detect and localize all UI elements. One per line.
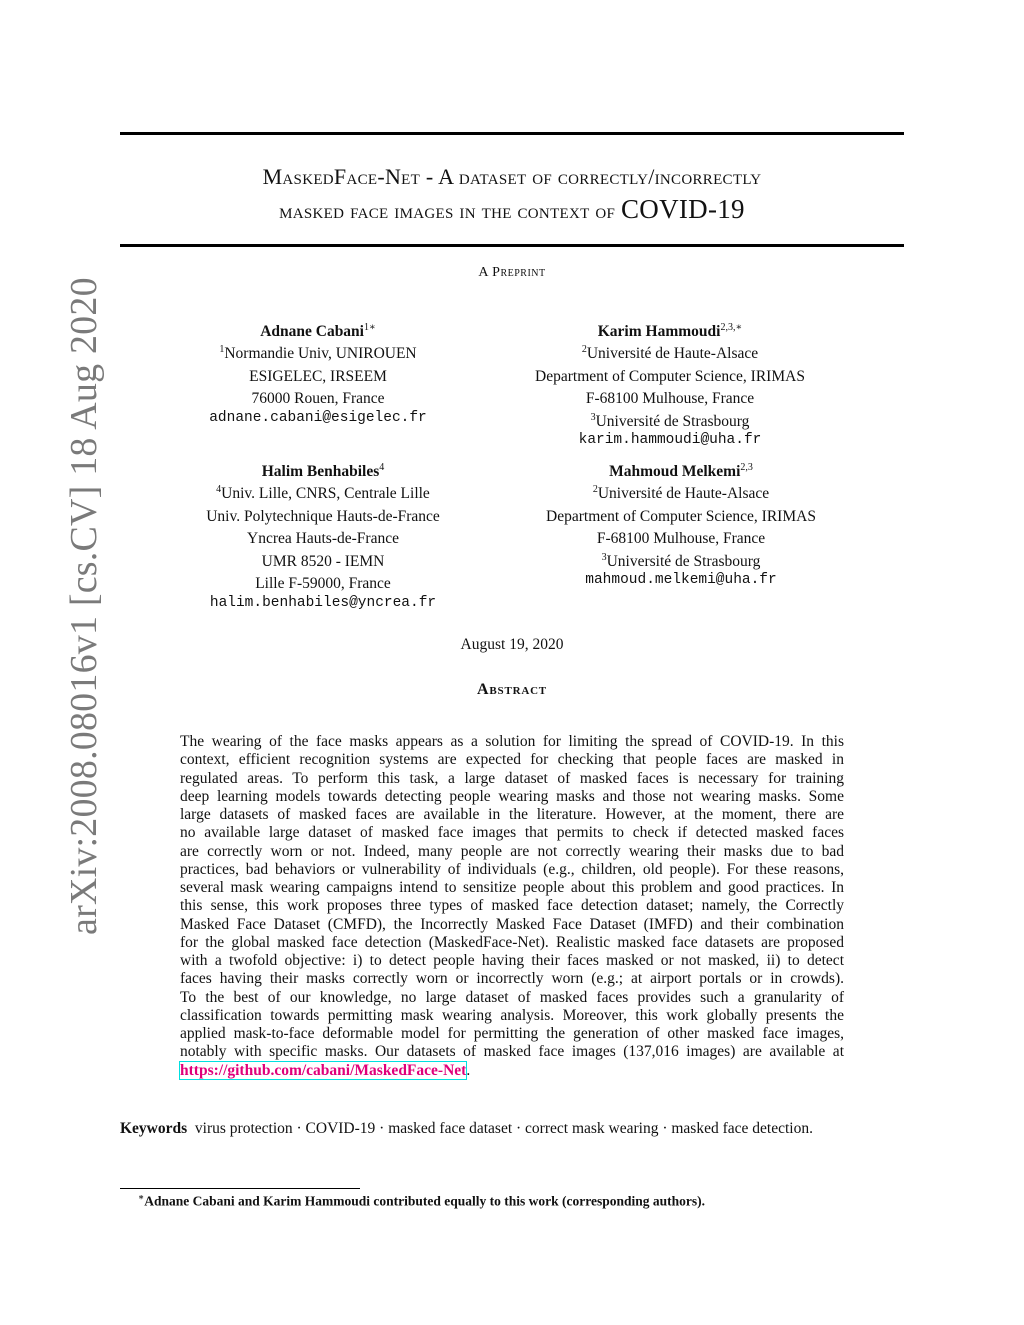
github-link[interactable]: https://github.com/cabani/MaskedFace-Net [180, 1061, 467, 1079]
affiliation-text: Université de Strasbourg [595, 412, 750, 430]
affiliation-text: Université de Strasbourg [606, 552, 761, 570]
affiliation-text: Yncrea Hauts-de-France [247, 530, 399, 548]
affiliation-sup: 3 [601, 551, 607, 563]
author-name [481, 459, 881, 481]
keywords [120, 1120, 813, 1138]
author-email[interactable]: mahmoud.melkemi@uha.fr [585, 572, 777, 589]
abstract-line: faces having their masks correctly worn or incorrectly worn (e.g.; at airport portals or in crowds). [180, 970, 844, 988]
affiliation-text: Université de Haute-Alsace [597, 485, 770, 503]
affiliation-sup: 2 [581, 344, 587, 356]
author-affiliation [470, 341, 870, 363]
abstract [180, 733, 844, 1080]
affiliation-text: F-68100 Mulhouse, France [585, 390, 755, 408]
affiliation-text: Lille F-59000, France [255, 575, 391, 593]
author-affiliation [123, 526, 523, 548]
abstract-line: practices, bad behaviors or vulnerability of individuals (e.g., children, old people). For these reasons, [180, 860, 844, 878]
title-line-2 [120, 193, 904, 227]
author-affiliation [470, 409, 870, 431]
footnote-text: Adnane Cabani and Karim Hammoudi contributed equally to this work (corresponding authors). [144, 1193, 706, 1209]
footnote-rule [120, 1188, 360, 1189]
affiliation-sup: 3 [590, 411, 596, 423]
abstract-line: for the global masked face detection (MaskedFace-Net). Realistic masked face datasets are proposed [180, 933, 844, 951]
title-line-2-text: masked face images in the context of [279, 198, 621, 223]
affiliation-text: Department of Computer Science, IRIMAS [546, 508, 816, 526]
author-block [481, 459, 881, 590]
date: August 19, 2020 [460, 636, 564, 653]
abstract-line: no available large dataset of masked face images that permits to check if detected masked faces [180, 824, 844, 842]
author-affiliation [118, 364, 518, 386]
preprint-label: A Preprint [478, 265, 546, 280]
affiliation-text: 76000 Rouen, France [251, 390, 385, 408]
author-affiliation [118, 386, 518, 408]
abstract-line: context, efficient recognition systems are expected for checking that people faces are masked in [180, 751, 844, 769]
affiliation-text: UMR 8520 - IEMN [261, 552, 385, 570]
abstract-line: classification towards permitting mask wearing analysis. Moreover, this work globally presents the [180, 1006, 844, 1024]
abstract-heading: Abstract [477, 681, 547, 698]
author-sup: 1∗ [364, 322, 376, 333]
author-affiliation [123, 549, 523, 571]
abstract-line: are correctly worn or not. Indeed, many people are not correctly wearing their masks due to bad [180, 842, 844, 860]
abstract-line: with a twofold objective: i) to detect people having their faces masked or not masked, ii) to detect [180, 952, 844, 969]
abstract-last-line [180, 1062, 844, 1080]
author-name [118, 319, 518, 341]
abstract-line: several mask wearing campaigns intend to sensitize people about this problem and good practices. In [180, 879, 844, 896]
abstract-line: Masked Face Dataset (CMFD), the Incorrectly Masked Face Dataset (IMFD) and their combination [180, 915, 844, 933]
author-affiliation [123, 504, 523, 526]
affiliation-text: Université de Haute-Alsace [586, 345, 759, 363]
arxiv-identifier: arXiv:2008.08016v1 [cs.CV] 18 Aug 2020 [63, 277, 105, 935]
abstract-line: applied mask-to-face deformable model for permitting the generation of other masked face images, [180, 1025, 844, 1042]
abstract-line: large datasets of masked faces are available in the literature. However, at the moment, there are [180, 806, 844, 823]
abstract-line: this sense, this work proposes three types of masked face detection dataset; namely, the Correctly [180, 897, 844, 915]
author-sup: 2,3,∗ [720, 322, 743, 333]
author-sup: 4 [379, 462, 385, 473]
title-bottom-rule [120, 244, 904, 247]
author-email[interactable]: karim.hammoudi@uha.fr [578, 432, 762, 449]
author-affiliation [123, 571, 523, 593]
title-top-rule [120, 132, 904, 135]
author-email[interactable]: halim.benhabiles@yncrea.fr [209, 594, 437, 611]
affiliation-sup: 4 [216, 484, 222, 496]
abstract-line: The wearing of the face masks appears as a solution for limiting the spread of COVID-19. In this [180, 733, 844, 750]
affiliation-text: Univ. Polytechnique Hauts-de-France [206, 508, 440, 526]
author-affiliation [118, 341, 518, 363]
abstract-line: deep learning models towards detecting people wearing masks and those not wearing masks. Some [180, 787, 844, 805]
abstract-line: notably with specific masks. Our datasets of masked face images (137,016 images) are available at [180, 1043, 844, 1061]
author-block [118, 319, 518, 427]
author-name-text: Mahmoud Melkemi [609, 463, 741, 481]
author-affiliation [481, 481, 881, 503]
author-name [470, 319, 870, 341]
footnote [138, 1192, 705, 1210]
affiliation-text: Normandie Univ, UNIROUEN [224, 345, 417, 363]
abstract-line: To the best of our knowledge, no large dataset of masked faces provides such a granularity of [180, 988, 844, 1006]
author-affiliation [123, 481, 523, 503]
author-affiliation [481, 504, 881, 526]
paper-title [120, 160, 904, 227]
author-block [470, 319, 870, 450]
affiliation-text: Department of Computer Science, IRIMAS [535, 368, 805, 386]
author-affiliation [481, 549, 881, 571]
author-email[interactable]: adnane.cabani@esigelec.fr [209, 409, 427, 426]
affiliation-text: Univ. Lille, CNRS, Centrale Lille [221, 485, 430, 503]
author-sup: 2,3 [740, 462, 753, 473]
author-affiliation [481, 526, 881, 548]
keywords-label: Keywords [120, 1120, 188, 1137]
author-affiliation [470, 364, 870, 386]
author-affiliation [470, 386, 870, 408]
affiliation-sup: 2 [592, 484, 598, 496]
author-name [123, 459, 523, 481]
affiliation-text: ESIGELEC, IRSEEM [249, 368, 387, 386]
abstract-end: . [466, 1061, 471, 1079]
author-name-text: Adnane Cabani [260, 323, 364, 341]
affiliation-text: F-68100 Mulhouse, France [596, 530, 766, 548]
title-line-1: MaskedFace-Net - A dataset of correctly/incorrectly [262, 164, 762, 189]
title-covid: COVID-19 [620, 194, 745, 224]
author-name-text: Karim Hammoudi [597, 323, 721, 341]
keywords-text: virus protection · COVID-19 · masked face dataset · correct mask wearing · masked face detection. [194, 1120, 813, 1137]
affiliation-sup: 1 [219, 344, 225, 356]
author-block [123, 459, 523, 612]
abstract-line: regulated areas. To perform this task, a large dataset of masked faces is necessary for training [180, 769, 844, 787]
author-name-text: Halim Benhabiles [261, 463, 380, 481]
footnote-mark: ∗ [138, 1192, 145, 1202]
